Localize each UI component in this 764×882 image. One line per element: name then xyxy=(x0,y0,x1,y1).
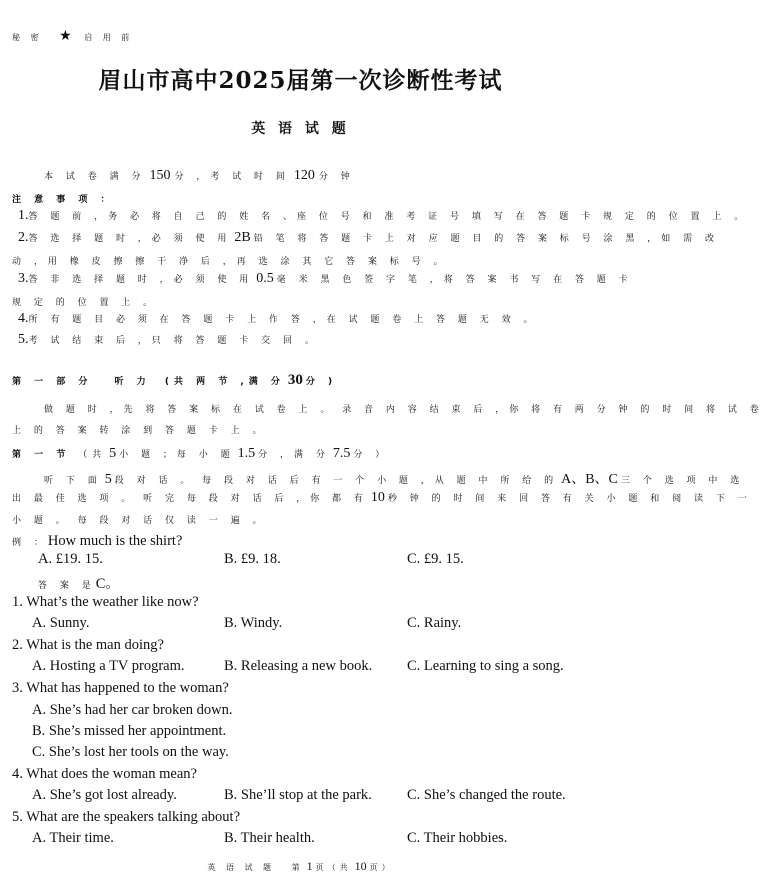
page-title: 眉山市高中2025届第一次诊断性考试 xyxy=(98,67,503,94)
confidential-label: 秘 密 ★ 启 用 前 xyxy=(12,28,134,44)
q1-option-a: A. Sunny. xyxy=(32,615,90,631)
q5-option-a: A. Their time. xyxy=(32,830,114,846)
part-1-instruction-cont: 上 的 答 案 转 涂 到 答 题 卡 上 。 xyxy=(12,426,267,436)
section-1-heading: 第 一 节 （共 5 小 题 ；每 小 题 1.5 分 ，满 分 7.5 分 ） xyxy=(12,446,390,461)
note-3-cont: 规 定 的 位 置 上 。 xyxy=(12,298,158,308)
page-footer: 英 语 试 题 第 1 页（共 10 页） xyxy=(207,859,394,873)
q2-option-b: B. Releasing a new book. xyxy=(224,658,373,674)
part-1-instruction: 做 题 时 ，先 将 答 案 标 在 试 卷 上 。 录 音 内 容 结 束 后 ，你 将 有 两 分 钟 的 时 间 将 试 卷 xyxy=(44,405,764,415)
part-1-heading: 第 一 部 分 听 力 (共 两 节 ,满 分 30 分 ) xyxy=(12,372,338,388)
example-option-b: B. £9. 18. xyxy=(224,551,281,567)
q1-option-c: C. Rainy. xyxy=(407,615,462,631)
q3-option-b: B. She’s missed her appointment. xyxy=(32,723,227,739)
q4-option-c: C. She’s changed the route. xyxy=(407,787,566,803)
notes-heading: 注 意 事 项 ： xyxy=(12,195,115,205)
exam-intro: 本 试 卷 满 分 150 分 ，考 试 时 间 120 分 钟 xyxy=(44,168,355,183)
section-1-instruction-1: 听 下 面 5 段 对 话 。 每 段 对 话 后 有 一 个 小 题 ，从 题 中 所 给 的 A、B、C 三 个 选 项 中 选 xyxy=(44,472,745,487)
example-question: 例 ：How much is the shirt? xyxy=(12,533,183,549)
subject-title: 英 语 试 题 xyxy=(251,121,350,137)
q5-option-c: C. Their hobbies. xyxy=(407,830,508,846)
question-3: 3. What has happened to the woman? xyxy=(12,680,229,696)
question-2: 2. What is the man doing? xyxy=(12,637,164,653)
question-1: 1. What’s the weather like now? xyxy=(12,594,199,610)
star-icon: ★ xyxy=(59,28,72,44)
section-1-instruction-2: 出 最 佳 选 项 。 听 完 每 段 对 话 后 ，你 都 有 10 秒 钟 的 时 间 来 回 答 有 关 小 题 和 阅 读 下 一 xyxy=(12,490,752,505)
note-2: 2.答 选 择 题 时 ，必 须 使 用 2B 铅 笔 将 答 题 卡 上 对 应 题 目 的 答 案 标 号 涂 黑 ，如 需 改 xyxy=(18,230,719,245)
question-5: 5. What are the speakers talking about? xyxy=(12,809,241,825)
q5-option-b: B. Their health. xyxy=(224,830,315,846)
q2-option-c: C. Learning to sing a song. xyxy=(407,658,564,674)
question-4: 4. What does the woman mean? xyxy=(12,766,197,782)
note-1: 1.答 题 前 ，务 必 将 自 己 的 姓 名 、座 位 号 和 准 考 证 号 填 写 在 答 题 卡 规 定 的 位 置 上 。 xyxy=(18,208,749,223)
note-3: 3.答 非 选 择 题 时 ，必 须 使 用 0.5 毫 米 黑 色 签 字 笔 ，将 答 案 书 写 在 答 题 卡 xyxy=(18,271,633,286)
example-option-a: A. £19. 15. xyxy=(38,551,103,567)
section-1-instruction-3: 小 题 。 每 段 对 话 仅 读 一 遍 。 xyxy=(12,516,267,526)
q1-option-b: B. Windy. xyxy=(224,615,283,631)
q3-option-a: A. She’s had her car broken down. xyxy=(32,702,233,718)
q4-option-a: A. She’s got lost already. xyxy=(32,787,177,803)
q2-option-a: A. Hosting a TV program. xyxy=(32,658,185,674)
note-5: 5.考 试 结 束 后 ，只 将 答 题 卡 交 回 。 xyxy=(18,332,319,347)
q4-option-b: B. She’ll stop at the park. xyxy=(224,787,372,803)
example-option-c: C. £9. 15. xyxy=(407,551,464,567)
note-2-cont: 动 ，用 橡 皮 擦 擦 干 净 后 ，再 选 涂 其 它 答 案 标 号 。 xyxy=(12,257,448,267)
example-answer: 答 案 是C。 xyxy=(38,576,120,592)
note-4: 4.所 有 题 目 必 须 在 答 题 卡 上 作 答 ，在 试 题 卷 上 答 题 无 效 。 xyxy=(18,311,538,326)
q3-option-c: C. She’s lost her tools on the way. xyxy=(32,744,229,760)
